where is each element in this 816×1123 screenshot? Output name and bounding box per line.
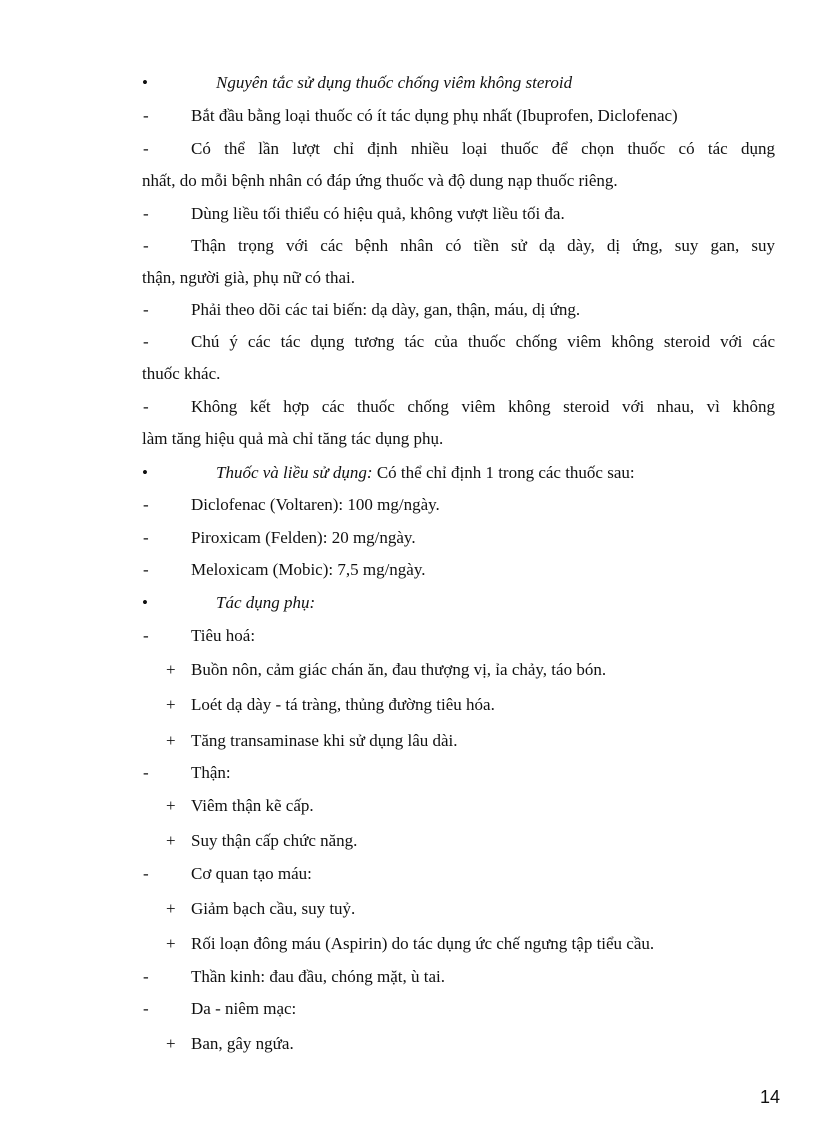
list-item-continuation bbox=[0, 169, 816, 193]
sub-list-item bbox=[0, 1032, 816, 1056]
section-heading-side-effects bbox=[0, 591, 816, 615]
plus-marker: + bbox=[166, 731, 176, 750]
list-item bbox=[0, 234, 816, 258]
dash-marker: - bbox=[143, 139, 149, 158]
list-item bbox=[0, 997, 816, 1021]
plus-marker: + bbox=[166, 796, 176, 815]
dash-marker: - bbox=[143, 236, 149, 255]
item-text: Loét dạ dày - tá tràng, thủng đường tiêu hóa. bbox=[191, 695, 495, 714]
dash-marker: - bbox=[143, 332, 149, 351]
plus-marker: + bbox=[166, 934, 176, 953]
dash-marker: - bbox=[143, 204, 149, 223]
dash-marker: - bbox=[143, 397, 149, 416]
item-text: Diclofenac (Voltaren): 100 mg/ngày. bbox=[191, 495, 440, 514]
bullet-marker: • bbox=[142, 593, 148, 612]
sub-list-item bbox=[0, 693, 816, 717]
dash-marker: - bbox=[143, 967, 149, 986]
list-item bbox=[0, 558, 816, 582]
item-text: Dùng liều tối thiểu có hiệu quả, không vượt liều tối đa. bbox=[191, 204, 565, 223]
heading-line bbox=[216, 461, 635, 485]
plus-marker: + bbox=[166, 1034, 176, 1053]
item-text: Cơ quan tạo máu: bbox=[191, 864, 312, 883]
sub-list-item bbox=[0, 897, 816, 921]
list-item bbox=[0, 202, 816, 226]
dash-marker: - bbox=[143, 560, 149, 579]
heading-rest-text: Có thể chỉ định 1 trong các thuốc sau: bbox=[372, 463, 635, 482]
dash-marker: - bbox=[143, 864, 149, 883]
plus-marker: + bbox=[166, 695, 176, 714]
heading-text: Tác dụng phụ: bbox=[216, 593, 316, 612]
item-text: Tăng transaminase khi sử dụng lâu dài. bbox=[191, 731, 458, 750]
list-item-continuation bbox=[0, 266, 816, 290]
list-item bbox=[0, 761, 816, 785]
list-item bbox=[0, 395, 816, 419]
item-text: Giảm bạch cầu, suy tuỷ. bbox=[191, 899, 356, 918]
item-text: Thận trọng với các bệnh nhân có tiền sử dạ dày, dị ứng, suy gan, suy bbox=[191, 236, 775, 255]
list-item bbox=[0, 624, 816, 648]
page-number: 14 bbox=[759, 1087, 780, 1107]
dash-marker: - bbox=[143, 106, 149, 125]
item-text: Phải theo dõi các tai biến: dạ dày, gan, thận, máu, dị ứng. bbox=[191, 300, 581, 319]
list-item bbox=[0, 493, 816, 517]
heading-text: Thuốc và liều sử dụng: bbox=[216, 463, 373, 482]
item-text: Thần kinh: đau đầu, chóng mặt, ù tai. bbox=[191, 967, 445, 986]
list-item bbox=[0, 526, 816, 550]
dash-marker: - bbox=[143, 763, 149, 782]
item-text: Piroxicam (Felden): 20 mg/ngày. bbox=[191, 528, 416, 547]
sub-list-item bbox=[0, 658, 816, 682]
item-text: Chú ý các tác dụng tương tác của thuốc chống viêm không steroid với các bbox=[191, 332, 775, 351]
dash-marker: - bbox=[143, 495, 149, 514]
list-item bbox=[0, 330, 816, 354]
list-item bbox=[0, 104, 816, 128]
sub-list-item bbox=[0, 932, 816, 956]
item-text: Tiêu hoá: bbox=[191, 626, 256, 645]
item-text: Da - niêm mạc: bbox=[191, 999, 297, 1018]
section-heading-drugs-dosage bbox=[0, 461, 816, 485]
item-text: Không kết hợp các thuốc chống viêm không steroid với nhau, vì không bbox=[191, 397, 775, 416]
list-item-continuation bbox=[0, 362, 816, 386]
dash-marker: - bbox=[143, 999, 149, 1018]
list-item bbox=[0, 965, 816, 989]
heading-text: Nguyên tắc sử dụng thuốc chống viêm không steroid bbox=[216, 73, 573, 92]
item-text: thuốc khác. bbox=[142, 364, 221, 383]
list-item-continuation bbox=[0, 427, 816, 451]
sub-list-item bbox=[0, 794, 816, 818]
item-text: Suy thận cấp chức năng. bbox=[191, 831, 358, 850]
item-text: Meloxicam (Mobic): 7,5 mg/ngày. bbox=[191, 560, 426, 579]
item-text: Viêm thận kẽ cấp. bbox=[191, 796, 314, 815]
bullet-marker: • bbox=[142, 463, 148, 482]
item-text: nhất, do mỗi bệnh nhân có đáp ứng thuốc và độ dung nạp thuốc riêng. bbox=[142, 171, 618, 190]
item-text: làm tăng hiệu quả mà chỉ tăng tác dụng phụ. bbox=[142, 429, 444, 448]
sub-list-item bbox=[0, 829, 816, 853]
plus-marker: + bbox=[166, 899, 176, 918]
list-item bbox=[0, 137, 816, 161]
dash-marker: - bbox=[143, 528, 149, 547]
plus-marker: + bbox=[166, 831, 176, 850]
section-heading-principles bbox=[0, 71, 816, 95]
dash-marker: - bbox=[143, 626, 149, 645]
item-text: thận, người già, phụ nữ có thai. bbox=[142, 268, 355, 287]
item-text: Thận: bbox=[191, 763, 231, 782]
list-item bbox=[0, 862, 816, 886]
dash-marker: - bbox=[143, 300, 149, 319]
item-text: Ban, gây ngứa. bbox=[191, 1034, 294, 1053]
sub-list-item bbox=[0, 729, 816, 753]
item-text: Có thể lần lượt chỉ định nhiều loại thuốc để chọn thuốc có tác dụng bbox=[191, 139, 775, 158]
bullet-marker: • bbox=[142, 73, 148, 92]
plus-marker: + bbox=[166, 660, 176, 679]
item-text: Rối loạn đông máu (Aspirin) do tác dụng ức chế ngưng tập tiểu cầu. bbox=[191, 934, 655, 953]
item-text: Bắt đầu bằng loại thuốc có ít tác dụng phụ nhất (Ibuprofen, Diclofenac) bbox=[191, 106, 678, 125]
list-item bbox=[0, 298, 816, 322]
item-text: Buồn nôn, cảm giác chán ăn, đau thượng vị, ỉa chảy, táo bón. bbox=[191, 660, 607, 679]
